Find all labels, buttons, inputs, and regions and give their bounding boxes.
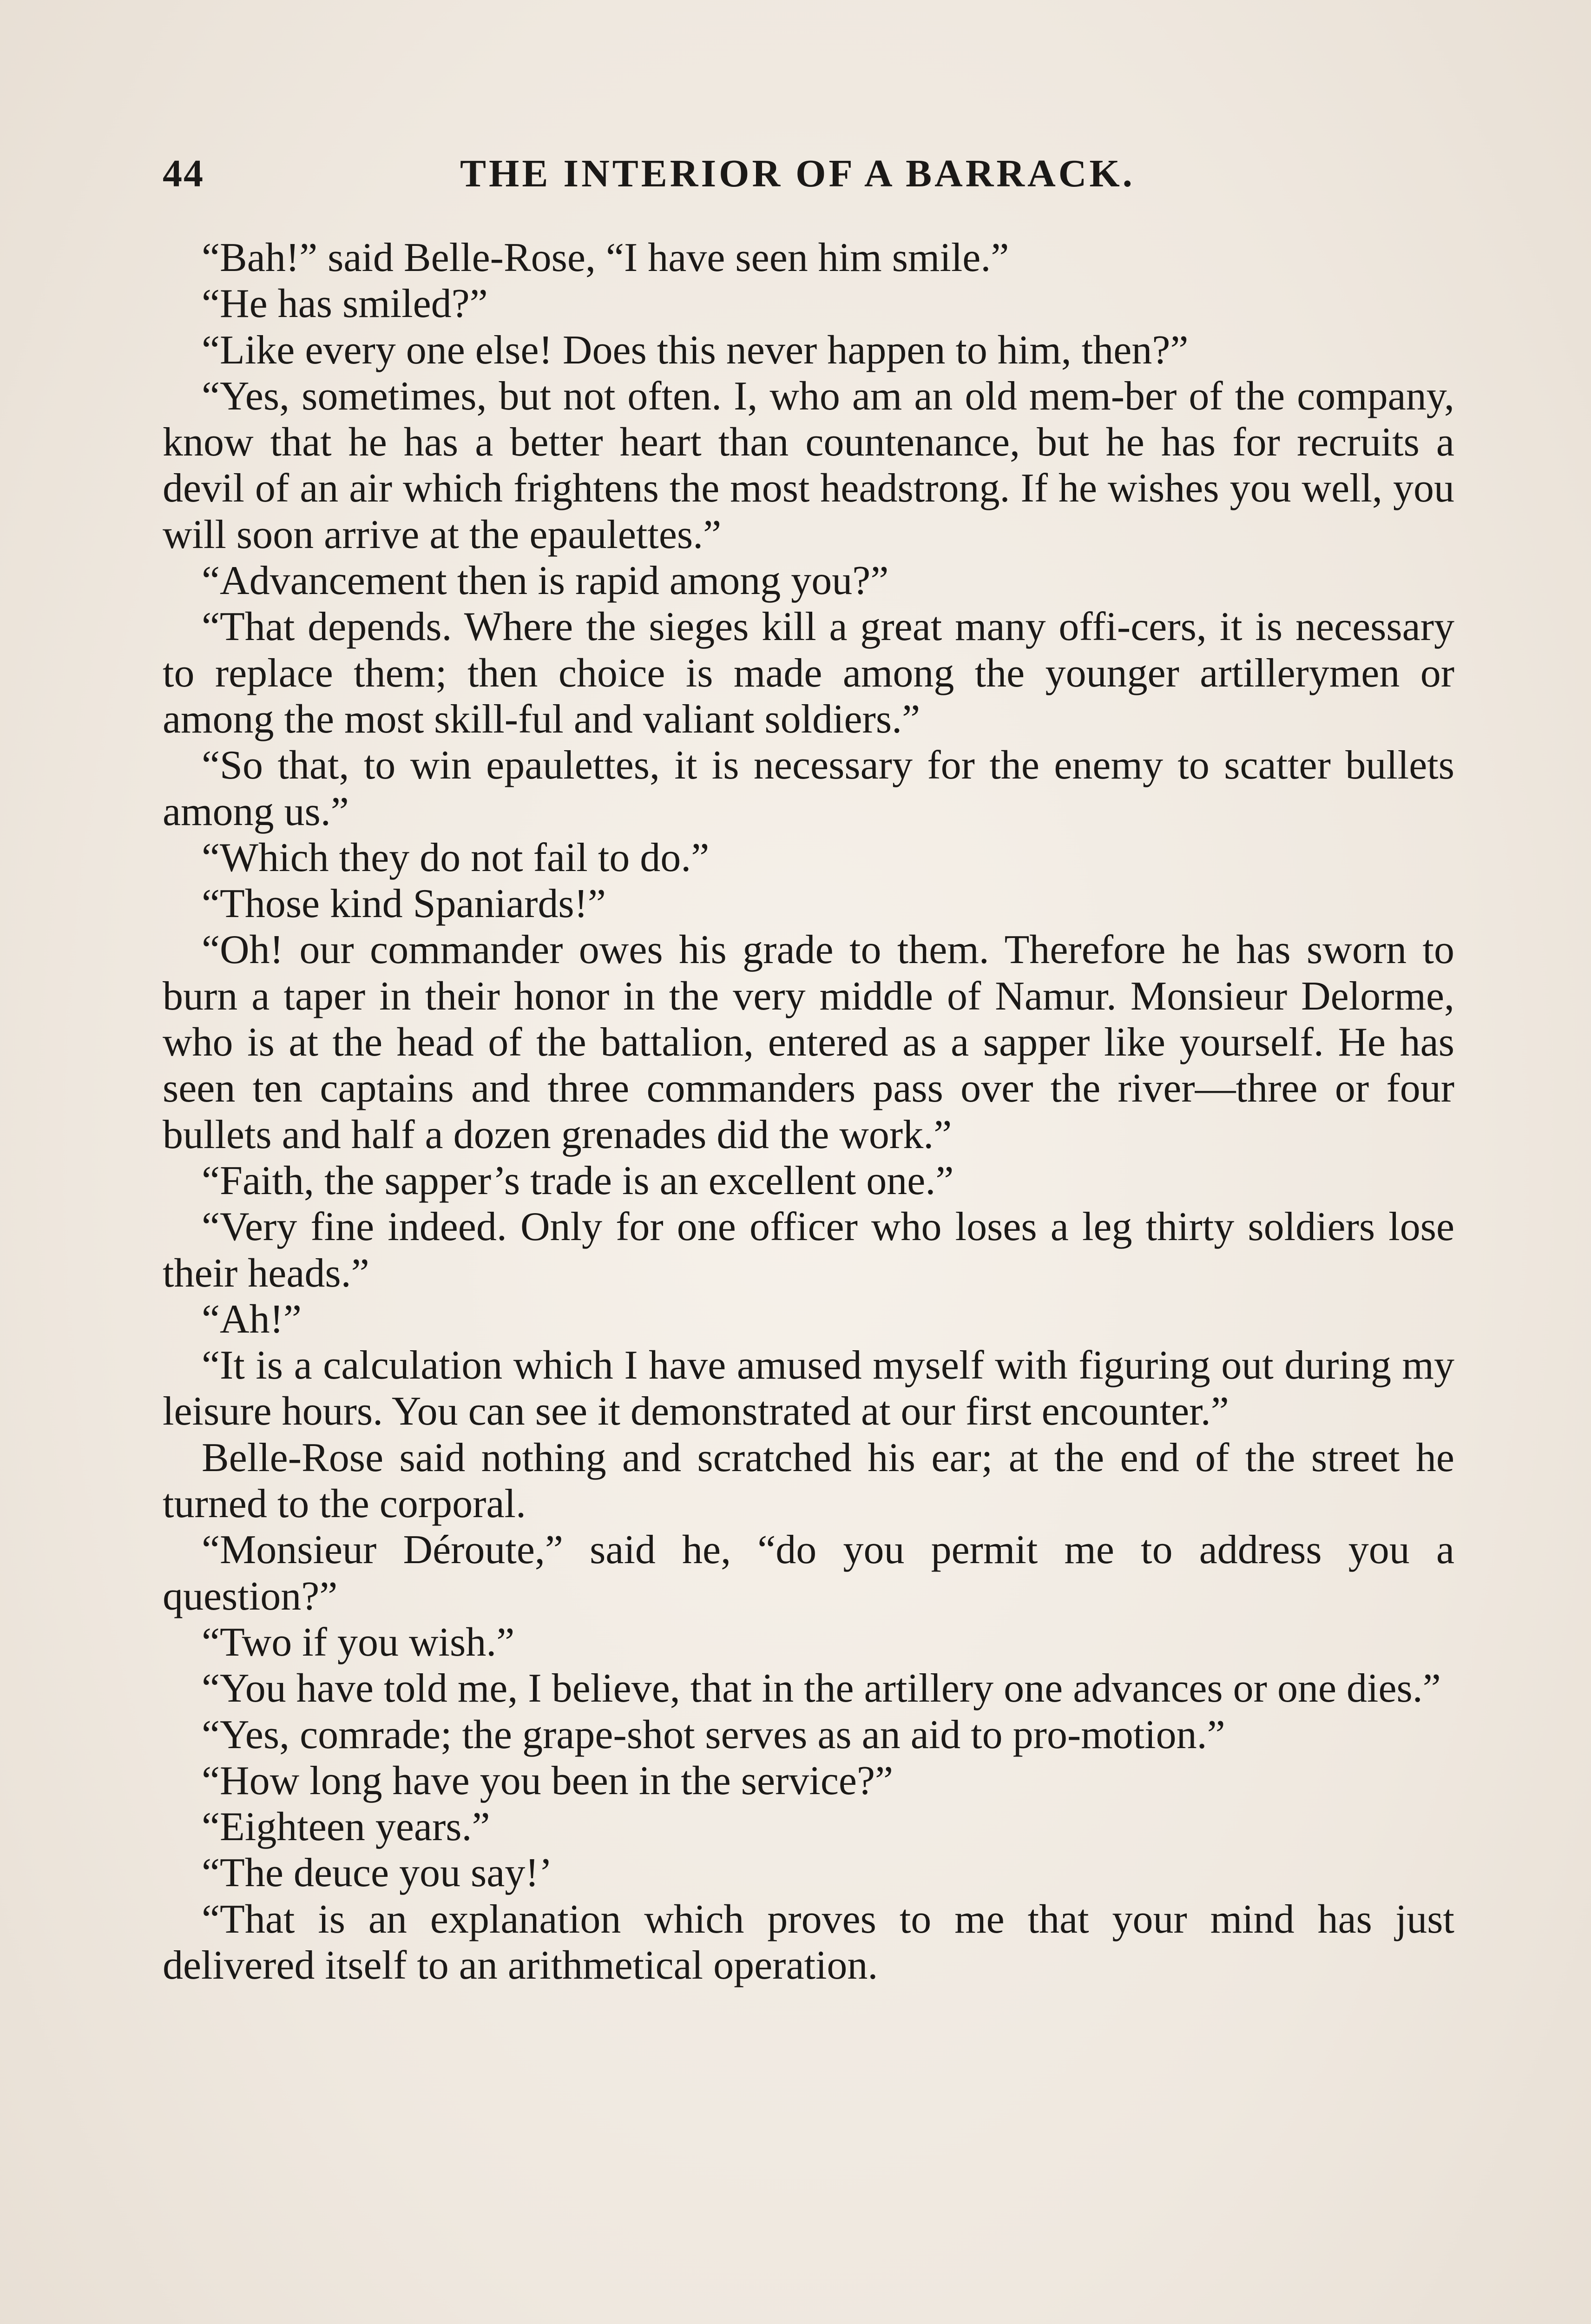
paragraph: “Ah!” <box>202 1296 302 1342</box>
paragraph: “Advancement then is rapid among you?” <box>202 558 889 604</box>
paragraph: “It is a calculation which I have amused myself with figuring out during my leisure hours. You can see it demonstrated at our first encounter.” <box>163 1343 1454 1434</box>
paragraph: “Faith, the sapper’s trade is an excellent one.” <box>202 1158 954 1203</box>
body-text <box>163 235 1454 1988</box>
paragraph: “You have told me, I believe, that in the artillery one advances or one dies.” <box>202 1666 1441 1711</box>
paragraph: “Those kind Spaniards!” <box>202 881 606 927</box>
paragraph: “Monsieur Déroute,” said he, “do you permit me to address you a question?” <box>163 1527 1454 1619</box>
paragraph: “Bah!” said Belle-Rose, “I have seen him smile.” <box>202 235 1009 280</box>
paragraph: Belle-Rose said nothing and scratched his ear; at the end of the street he turned to the corporal. <box>163 1435 1454 1527</box>
paragraph: “The deuce you say!’ <box>202 1850 552 1896</box>
paragraph: “Yes, sometimes, but not often. I, who am an old mem-ber of the company, know that he has a better heart than countenance, but he has for recruits a devil of an air which frightens the most headstrong. If he wishes you well, you will soon arrive at the epaulettes.” <box>163 373 1454 557</box>
running-head: THE INTERIOR OF A BARRACK. <box>460 152 1135 195</box>
paragraph: “So that, to win epaulettes, it is necessary for the enemy to scatter bullets among us.” <box>163 743 1454 834</box>
paragraph: “Like every one else! Does this never happen to him, then?” <box>202 327 1189 373</box>
page-number: 44 <box>163 152 204 195</box>
paragraph: “Yes, comrade; the grape-shot serves as an aid to pro-motion.” <box>202 1712 1225 1757</box>
paragraph: “Which they do not fail to do.” <box>202 835 710 880</box>
paragraph: “Two if you wish.” <box>202 1619 515 1665</box>
paragraph: “That is an explanation which proves to me that your mind has just delivered itself to an arithmetical operation. <box>163 1896 1454 1988</box>
paragraph: “Very fine indeed. Only for one officer who loses a leg thirty soldiers lose their heads.” <box>163 1204 1454 1296</box>
paragraph: “That depends. Where the sieges kill a great many offi-cers, it is necessary to replace them; then choice is made among the younger artillerymen or among the most skill-ful and valiant soldiers.” <box>163 604 1454 742</box>
paragraph: “How long have you been in the service?” <box>202 1758 894 1803</box>
paragraph: “He has smiled?” <box>202 281 488 327</box>
paragraph: “Eighteen years.” <box>202 1804 490 1850</box>
paragraph: “Oh! our commander owes his grade to them. Therefore he has sworn to burn a taper in their honor in the very middle of Namur. Monsieur Delorme, who is at the head of the battalion, entered as a sapper like yourself. He has seen ten captains and three commanders pass over the river—three or four bullets and half a dozen grenades did the work.” <box>163 927 1454 1157</box>
page-header <box>163 151 1454 202</box>
